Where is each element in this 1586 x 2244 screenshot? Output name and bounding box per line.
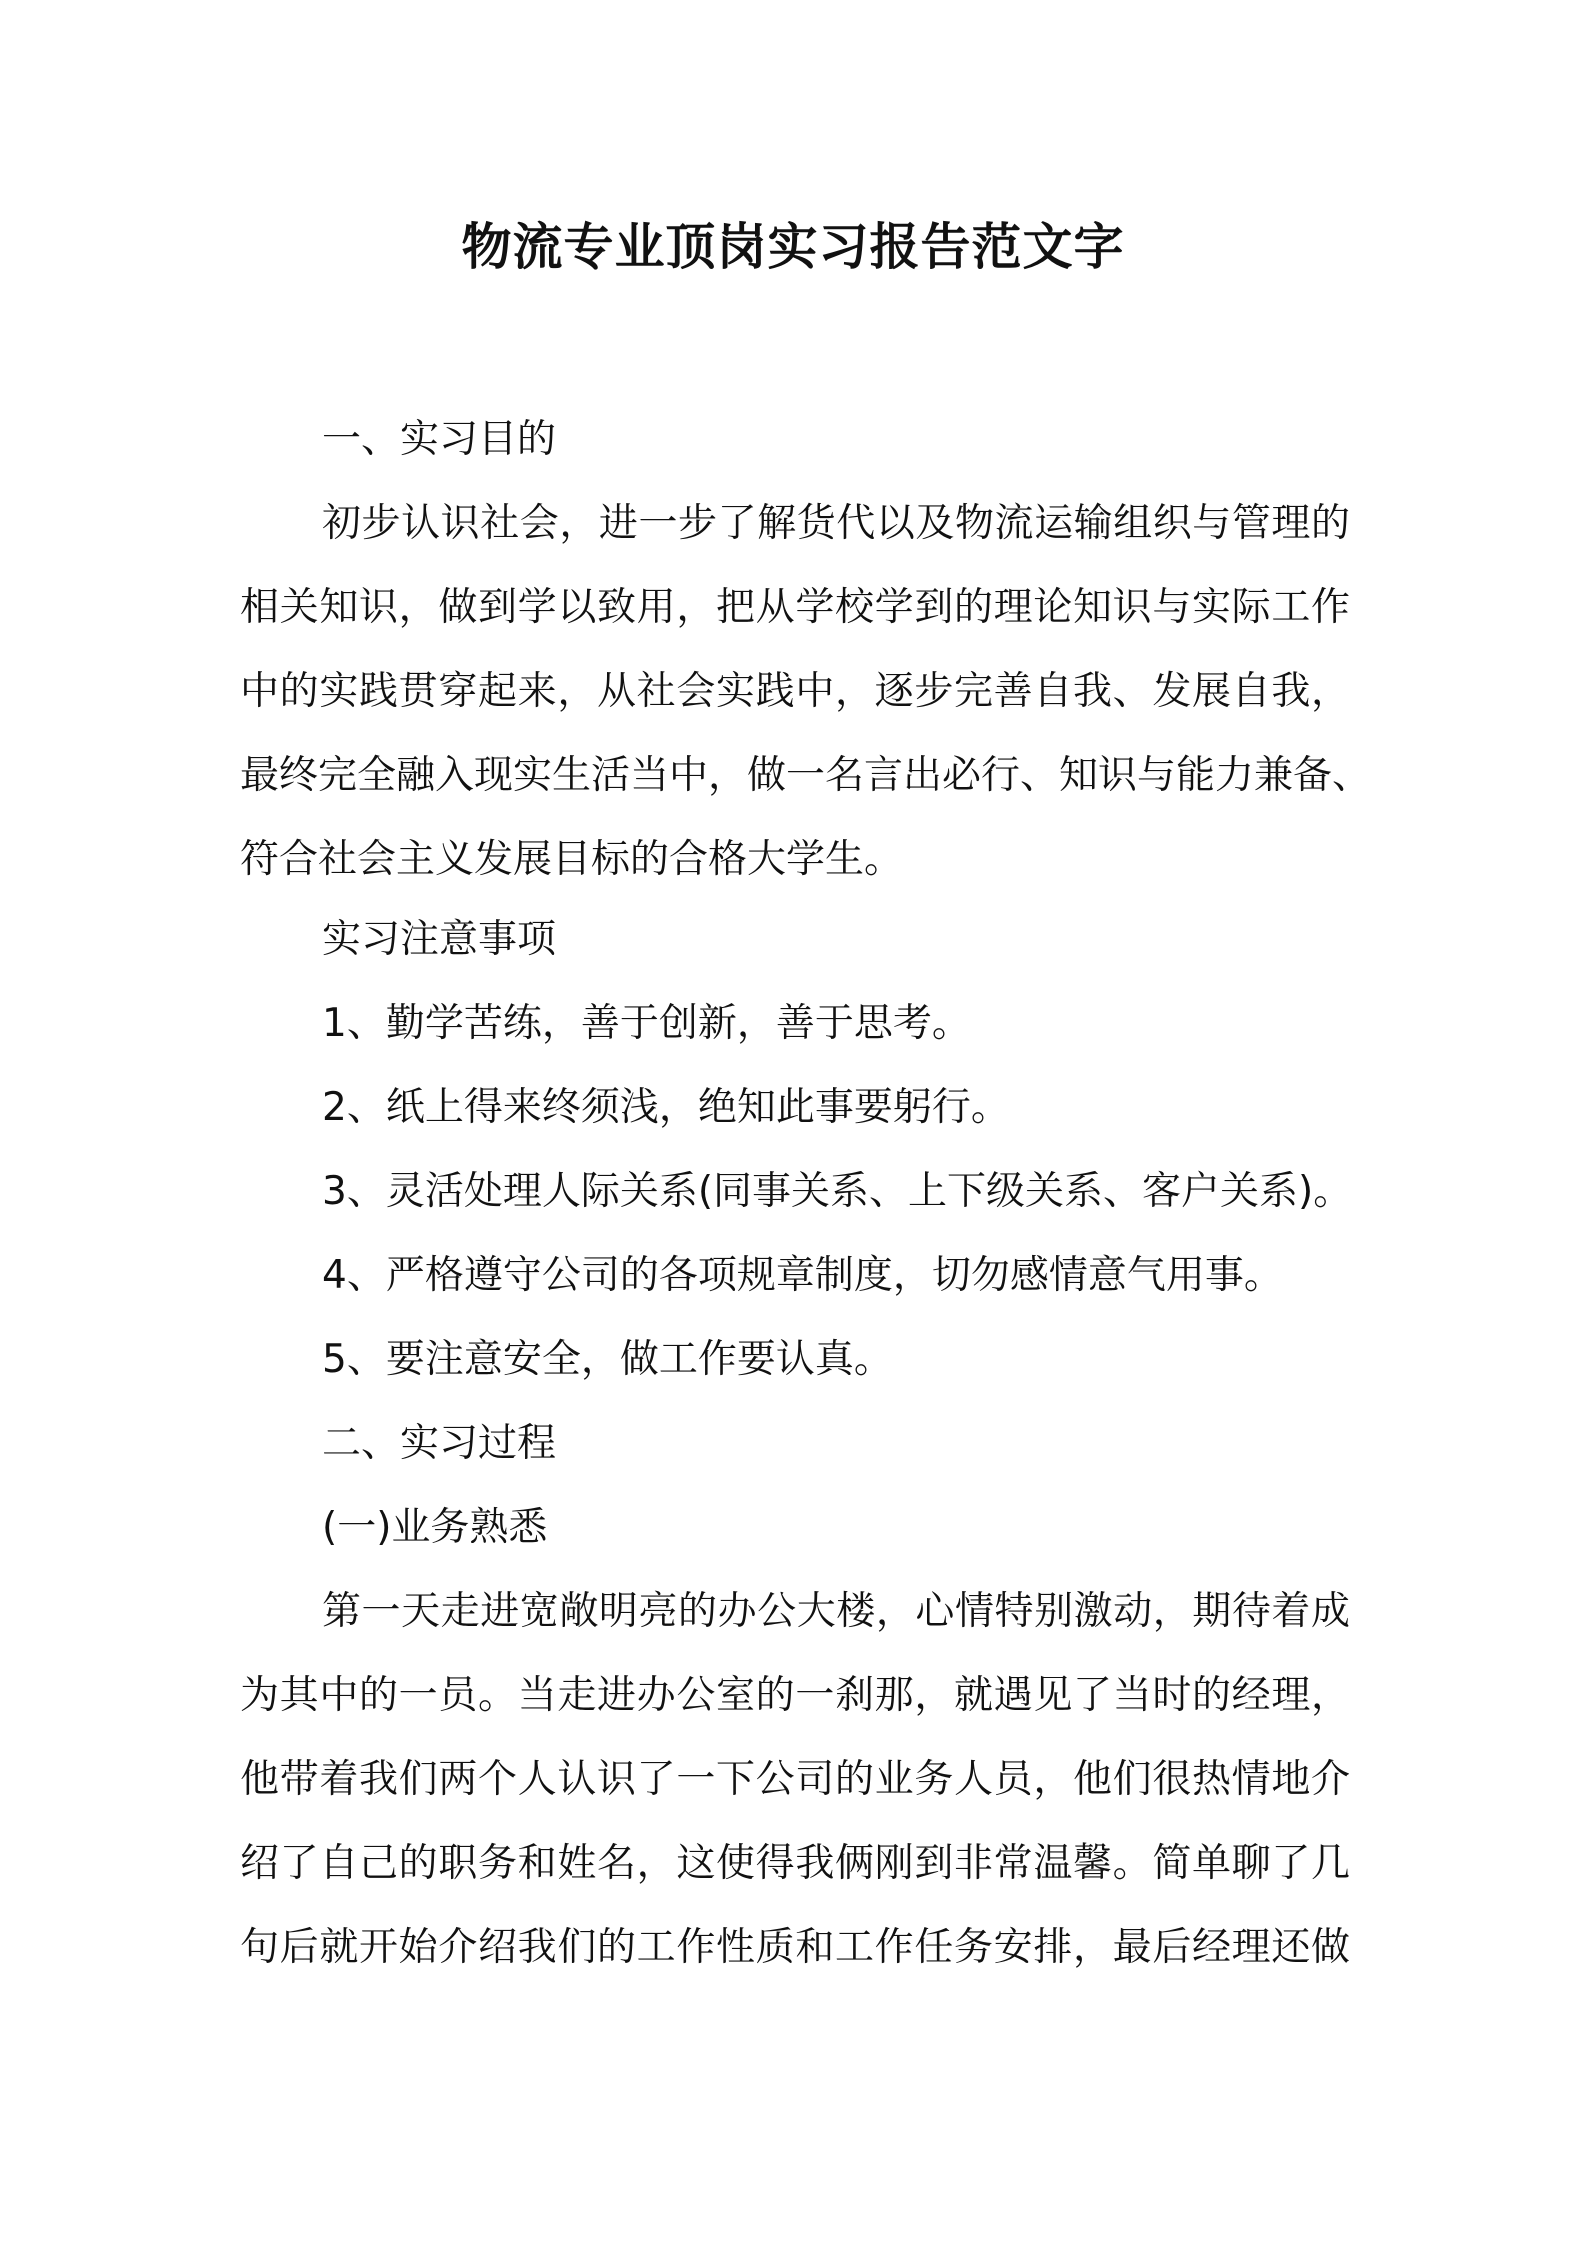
paragraph-first-day: [240, 1582, 1350, 2002]
note-item: 4、严格遵守公司的各项规章制度，切勿感情意气用事。: [322, 1253, 1283, 1298]
paragraph-line: 符合社会主义发展目标的合格大学生。: [240, 837, 904, 882]
paragraph-line: 绍了自己的职务和姓名，这使得我俩刚到非常温馨。简单聊了几: [240, 1841, 1350, 1886]
section-heading-purpose: 一、实习目的: [322, 417, 557, 462]
paragraph-purpose: [240, 494, 1372, 914]
paragraph-line: 初步认识社会，进一步了解货代以及物流运输组织与管理的: [322, 501, 1350, 546]
note-item: 2、纸上得来终须浅，绝知此事要躬行。: [322, 1085, 1010, 1130]
document-title: 物流专业顶岗实习报告范文字: [461, 218, 1125, 276]
paragraph-line: 相关知识，做到学以致用，把从学校学到的理论知识与实际工作: [240, 585, 1350, 630]
paragraph-line: 最终完全融入现实生活当中，做一名言出必行、知识与能力兼备、: [240, 753, 1372, 798]
notes-heading: 实习注意事项: [322, 917, 557, 962]
note-item: 3、灵活处理人际关系(同事关系、上下级关系、客户关系)。: [322, 1169, 1353, 1214]
note-item: 1、勤学苦练，善于创新，善于思考。: [322, 1001, 971, 1046]
paragraph-line: 第一天走进宽敞明亮的办公大楼，心情特别激动，期待着成: [322, 1589, 1350, 1634]
subsection-heading-business: (一)业务熟悉: [322, 1505, 548, 1550]
paragraph-line: 中的实践贯穿起来，从社会实践中，逐步完善自我、发展自我，: [240, 669, 1350, 714]
paragraph-line: 句后就开始介绍我们的工作性质和工作任务安排，最后经理还做: [240, 1925, 1350, 1970]
paragraph-line: 为其中的一员。当走进办公室的一刹那，就遇见了当时的经理，: [240, 1673, 1350, 1718]
paragraph-line: 他带着我们两个人认识了一下公司的业务人员，他们很热情地介: [240, 1757, 1350, 1802]
section-heading-process: 二、实习过程: [322, 1421, 557, 1466]
note-item: 5、要注意安全，做工作要认真。: [322, 1337, 893, 1382]
